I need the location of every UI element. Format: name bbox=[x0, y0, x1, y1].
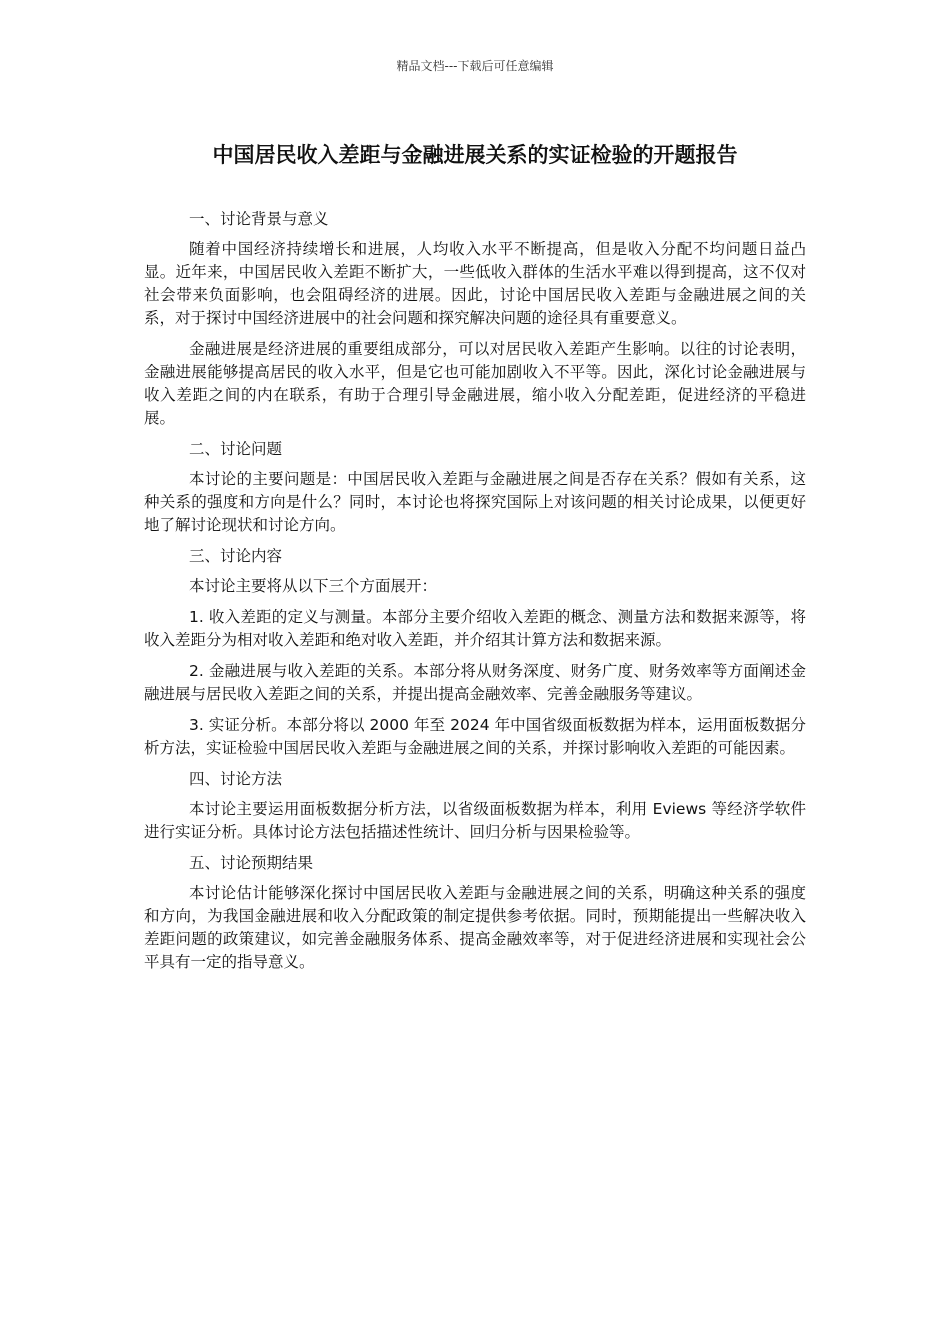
section-heading: 一、讨论背景与意义 bbox=[189, 210, 329, 228]
section-heading: 三、讨论内容 bbox=[189, 547, 283, 565]
numbered-item: 3. 实证分析。本部分将以 2000 年至 2024 年中国省级面板数据为样本，运用面板数据分析方法，实证检验中国居民收入差距与金融进展之间的关系，并探讨影响收入差距的可能因素。 bbox=[144, 716, 806, 757]
body-paragraph: 本讨论主要运用面板数据分析方法，以省级面板数据为样本，利用 Eviews 等经济学软件进行实证分析。具体讨论方法包括描述性统计、回归分析与因果检验等。 bbox=[144, 800, 806, 841]
document-title: 中国居民收入差距与金融进展关系的实证检验的开题报告 bbox=[212, 143, 738, 167]
header-note: 精品文档---下载后可任意编辑 bbox=[396, 59, 554, 73]
numbered-item: 2. 金融进展与收入差距的关系。本部分将从财务深度、财务广度、财务效率等方面阐述金融进展与居民收入差距之间的关系，并提出提高金融效率、完善金融服务等建议。 bbox=[144, 662, 806, 703]
body-paragraph: 随着中国经济持续增长和进展，人均收入水平不断提高，但是收入分配不均问题日益凸显。近年来，中国居民收入差距不断扩大，一些低收入群体的生活水平难以得到提高，这不仅对社会带来负面影响，也会阻碍经济的进展。因此，讨论中国居民收入差距与金融进展之间的关系，对于探讨中国经济进展中的社会问题和探究解决问题的途径具有重要意义。 bbox=[144, 240, 806, 327]
body-paragraph: 本讨论估计能够深化探讨中国居民收入差距与金融进展之间的关系，明确这种关系的强度和方向，为我国金融进展和收入分配政策的制定提供参考依据。同时，预期能提出一些解决收入差距问题的政策建议，如完善金融服务体系、提高金融效率等，对于促进经济进展和实现社会公平具有一定的指导意义。 bbox=[144, 884, 806, 971]
section-expected-results bbox=[144, 852, 806, 974]
section-heading: 四、讨论方法 bbox=[189, 770, 283, 788]
section-research-content bbox=[144, 545, 806, 760]
section-research-method bbox=[144, 768, 806, 844]
section-heading: 二、讨论问题 bbox=[189, 440, 283, 458]
body-paragraph: 本讨论的主要问题是：中国居民收入差距与金融进展之间是否存在关系？假如有关系，这种关系的强度和方向是什么？同时，本讨论也将探究国际上对该问题的相关讨论成果，以便更好地了解讨论现状和讨论方向。 bbox=[144, 470, 806, 534]
body-paragraph: 本讨论主要将从以下三个方面展开： bbox=[189, 577, 438, 595]
body-paragraph: 金融进展是经济进展的重要组成部分，可以对居民收入差距产生影响。以往的讨论表明，金融进展能够提高居民的收入水平，但是它也可能加剧收入不平等。因此，深化讨论金融进展与收入差距之间的内在联系，有助于合理引导金融进展，缩小收入分配差距，促进经济的平稳进展。 bbox=[144, 340, 806, 427]
section-heading: 五、讨论预期结果 bbox=[189, 854, 314, 872]
section-research-question bbox=[144, 438, 806, 537]
numbered-item: 1. 收入差距的定义与测量。本部分主要介绍收入差距的概念、测量方法和数据来源等，将收入差距分为相对收入差距和绝对收入差距，并介绍其计算方法和数据来源。 bbox=[144, 608, 806, 649]
section-background bbox=[144, 208, 806, 430]
document-body bbox=[144, 208, 806, 982]
